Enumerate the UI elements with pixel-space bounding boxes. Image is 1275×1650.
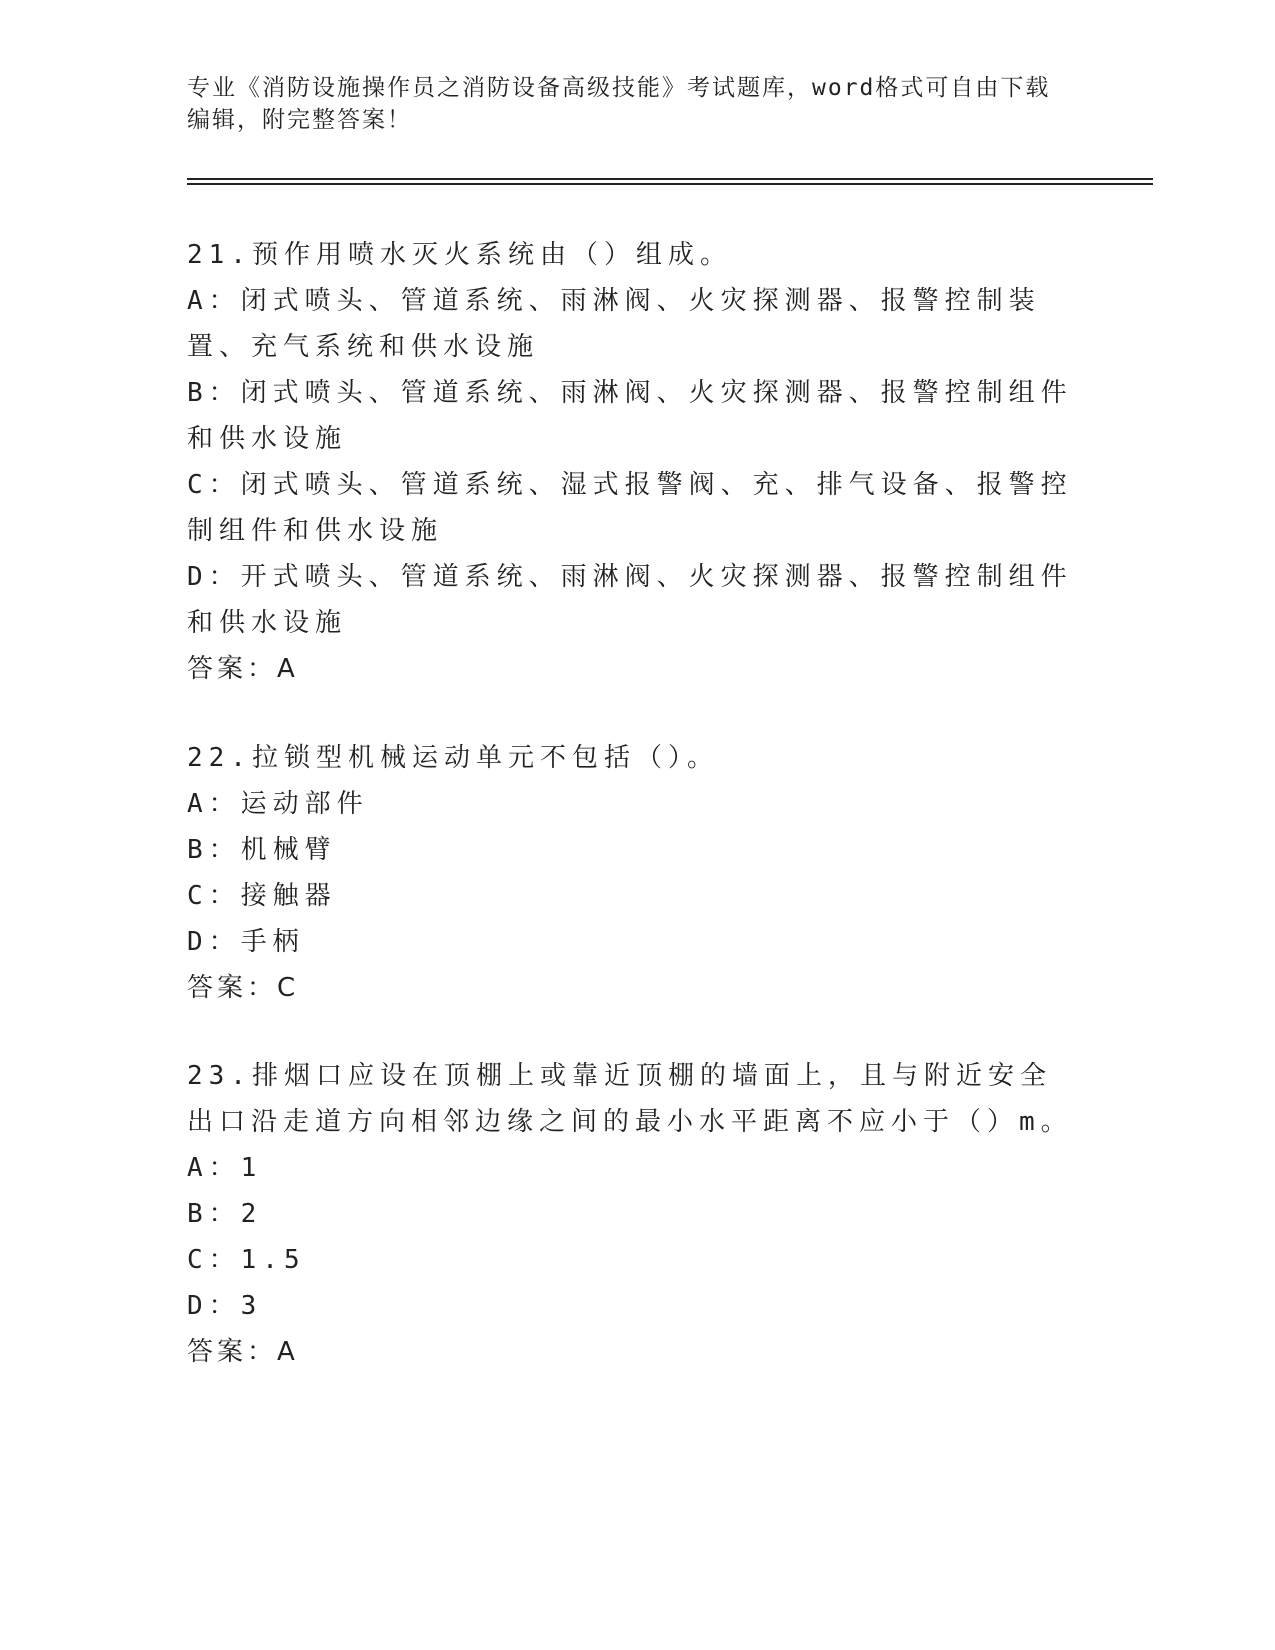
question-stem: 22.拉锁型机械运动单元不包括（）。 xyxy=(187,743,719,773)
option-d: D：3 xyxy=(187,1291,263,1321)
option-c: C：闭式喷头、管道系统、湿式报警阀、充、排气设备、报警控制组件和供水设施 xyxy=(187,470,1073,546)
option-d: D：开式喷头、管道系统、雨淋阀、火灾探测器、报警控制组件和供水设施 xyxy=(187,562,1073,638)
header-divider-top xyxy=(187,178,1153,180)
option-c: C：接触器 xyxy=(187,881,337,911)
answer: 答案：A xyxy=(187,654,299,684)
answer: 答案：C xyxy=(187,973,300,1003)
question-23 xyxy=(187,1053,1077,1375)
option-a: A：1 xyxy=(187,1153,263,1183)
document-header: 专业《消防设施操作员之消防设备高级技能》考试题库，word格式可自由下载编辑，附完整答案！ xyxy=(187,75,1051,133)
question-22 xyxy=(187,735,1077,1011)
question-21 xyxy=(187,232,1077,692)
answer: 答案：A xyxy=(187,1337,299,1367)
option-b: B：机械臂 xyxy=(187,835,337,865)
option-b: B：2 xyxy=(187,1199,263,1229)
question-stem: 23.排烟口应设在顶棚上或靠近顶棚的墙面上，且与附近安全出口沿走道方向相邻边缘之间的最小水平距离不应小于（）m。 xyxy=(187,1061,1073,1137)
option-b: B：闭式喷头、管道系统、雨淋阀、火灾探测器、报警控制组件和供水设施 xyxy=(187,378,1073,454)
option-d: D：手柄 xyxy=(187,927,305,957)
question-stem: 21.预作用喷水灭火系统由（）组成。 xyxy=(187,240,732,270)
option-a: A：闭式喷头、管道系统、雨淋阀、火灾探测器、报警控制装置、充气系统和供水设施 xyxy=(187,286,1041,362)
option-a: A：运动部件 xyxy=(187,789,369,819)
option-c: C：1.5 xyxy=(187,1245,306,1275)
header-divider-bottom xyxy=(187,183,1153,185)
